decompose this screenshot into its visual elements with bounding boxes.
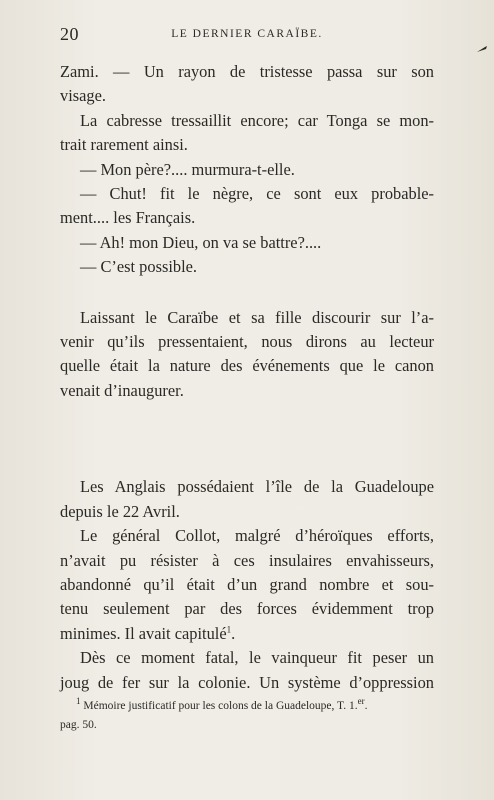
text-line: venait d’inaugurer. xyxy=(60,380,184,400)
text-line: visage. xyxy=(60,86,106,106)
text-line: Laissant le Caraïbe et sa fille discourir sur l’a- xyxy=(80,307,434,327)
text-line: — Chut! fit le nègre, ce sont eux probable- xyxy=(80,184,434,204)
footnote-volume-suffix: er xyxy=(357,696,365,707)
section-break xyxy=(60,280,434,306)
footnote-marker: 1 xyxy=(76,696,81,707)
footnote-text: Mémoire justificatif pour les colons de la Guadeloupe, T. 1. xyxy=(83,700,358,712)
text-line: Zami. — Un rayon de tristesse passa sur son xyxy=(60,62,434,81)
text-line: — C’est possible. xyxy=(80,257,198,277)
body-text xyxy=(60,60,434,695)
text-line: Les Anglais possédaient l’île de la Guadeloupe xyxy=(80,477,434,497)
running-head: LE DERNIER CARAÏBE. xyxy=(171,28,323,40)
text-line: — Ah! mon Dieu, on va se battre?.... xyxy=(80,232,322,252)
ink-mark-icon xyxy=(476,44,488,54)
text-line-content: minimes. Il avait capitulé xyxy=(60,623,227,643)
text-line: n’avait pu résister à ces insulaires envahisseurs, xyxy=(60,550,434,570)
section-break xyxy=(60,403,434,475)
page-number: 20 xyxy=(60,24,79,44)
text-line: joug de fer sur la colonie. Un système d’oppression xyxy=(60,672,434,692)
text-line: Le général Collot, malgré d’héroïques efforts, xyxy=(80,526,434,546)
page-header xyxy=(60,24,434,46)
text-line: La cabresse tressaillit encore; car Tonga se mon- xyxy=(80,110,434,130)
text-line: abandonné qu’il était d’un grand nombre et sou- xyxy=(60,574,434,594)
footnote xyxy=(60,697,434,735)
text-line: depuis le 22 Avril. xyxy=(60,501,180,521)
footnote-line: pag. 50. xyxy=(60,719,97,731)
text-line: trait rarement ainsi. xyxy=(60,135,188,155)
text-line: quelle était la nature des événements que le canon xyxy=(60,356,434,376)
footnote-reference[interactable]: 1 xyxy=(226,624,232,635)
text-line: minimes. Il avait capitulé$^1$. xyxy=(60,623,236,643)
text-line: ment.... les Français. xyxy=(60,208,196,228)
footnote-line: $^1$ Mémoire justificatif pour les colons de la Guadeloupe, T. 1.$^{er}$. xyxy=(76,696,368,712)
text-line: Dès ce moment fatal, le vainqueur fit peser un xyxy=(80,648,434,668)
text-line: tenu seulement par des forces évidemment trop xyxy=(60,599,434,619)
text-line: venir qu’ils pressentaient, nous dirons au lecteur xyxy=(60,332,434,352)
text-line: — Mon père?.... murmura-t-elle. xyxy=(80,159,295,179)
